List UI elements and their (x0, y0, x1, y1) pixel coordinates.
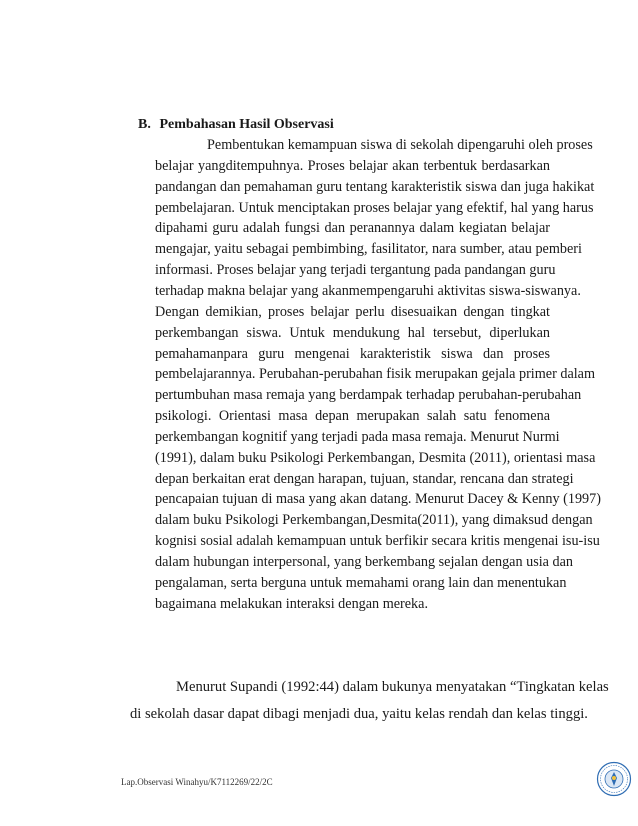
text-line: perkembangan siswa. Untuk mendukung hal tersebut, diperlukan (155, 324, 550, 341)
text-line: dalam buku Psikologi Perkembangan,Desmita(2011), yang dimaksud dengan (155, 512, 593, 529)
university-seal-icon (596, 761, 632, 797)
text-line: pengalaman, serta berguna untuk memahami orang lain dan menentukan (155, 574, 567, 591)
text-line: dalam hubungan interpersonal, yang berkembang sejalan dengan usia dan (155, 554, 573, 570)
text-line: pertumbuhan masa remaja yang berdampak terhadap perubahan-perubahan (155, 387, 582, 404)
text-line: mengajar, yaitu sebagai pembimbing, fasilitator, nara sumber, atau pemberi (155, 241, 582, 258)
text-line: informasi. Proses belajar yang terjadi tergantung pada pandangan guru (155, 262, 556, 279)
text-line: dipahami guru adalah fungsi dan peranannya dalam kegiatan belajar (155, 220, 550, 237)
text-line: bagaimana melakukan interaksi dengan mereka. (155, 595, 428, 612)
text-line: pembelajaran. Untuk menciptakan proses belajar yang efektif, hal yang harus (155, 199, 594, 216)
text-line: Pembentukan kemampuan siswa di sekolah dipengaruhi oleh proses (207, 137, 593, 153)
page-footer: Lap.Observasi Winahyu/K7112269/22/2C (121, 777, 273, 787)
section-number: B. (138, 117, 151, 132)
text-line: kognisi sosial adalah kemampuan untuk berfikir secara kritis mengenai isu-isu (155, 533, 600, 550)
text-line: pencapaian tujuan di masa yang akan datang. Menurut Dacey & Kenny (1997) (155, 491, 601, 508)
section-title: Pembahasan Hasil Observasi (159, 117, 334, 132)
text-line: pemahamanpara guru mengenai karakteristik siswa dan proses (155, 345, 550, 362)
text-line: belajar yangditempuhnya. Proses belajar akan terbentuk berdasarkan (155, 157, 550, 174)
text-line: pandangan dan pemahaman guru tentang karakteristik siswa dan juga hakikat (155, 178, 595, 195)
text-line: (1991), dalam buku Psikologi Perkembangan, Desmita (2011), orientasi masa (155, 449, 596, 466)
text-line: pembelajarannya. Perubahan-perubahan fisik merupakan gejala primer dalam (155, 366, 596, 383)
text-line: Dengan demikian, proses belajar perlu disesuaikan dengan tingkat (155, 303, 550, 320)
text-line: psikologi. Orientasi masa depan merupakan salah satu fenomena (155, 408, 550, 425)
text-line: Menurut Supandi (1992:44) dalam bukunya menyatakan “Tingkatan kelas (176, 679, 609, 695)
text-line: perkembangan kognitif yang terjadi pada masa remaja. Menurut Nurmi (155, 428, 560, 445)
text-line: depan berkaitan erat dengan harapan, tujuan, standar, rencana dan strategi (155, 470, 574, 487)
section-heading (138, 117, 334, 133)
text-line: di sekolah dasar dapat dibagi menjadi dua, yaitu kelas rendah dan kelas tinggi. (130, 706, 588, 722)
text-line: terhadap makna belajar yang akanmempengaruhi aktivitas siswa-siswanya. (155, 282, 581, 299)
